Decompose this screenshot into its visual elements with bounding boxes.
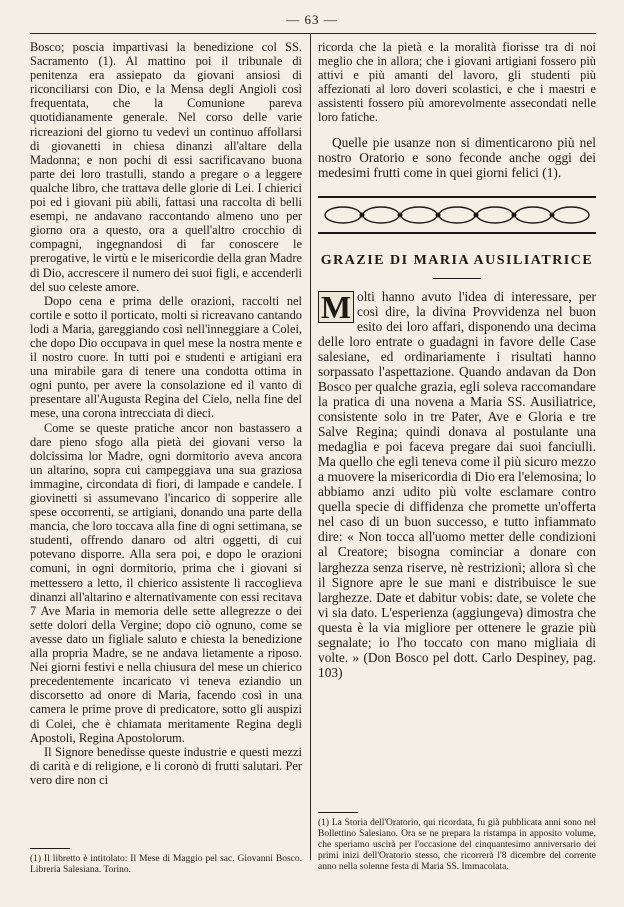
column-divider: [310, 34, 311, 860]
paragraph: Come se queste pratiche ancor non bastassero a dare pieno sfogo alla pietà dei giovani verso la dolcissima lor Madre, ogni dormitorio aveva ancora un altarino, sopra cui campeggiava una sua graziosa immagine, circondata di fiori, di lampade e candele. I giovinetti si assumevano l'incarico di sopperire alle spese occorrenti, se artigiani, donando una parte della mancia, che loro toccava alla fine di ogni settimana, se studenti, offrendo danaro od altri oggetti, di cui potevano disporre. Alla sera poi, e dopo le orazioni comuni, in ogni dormitorio, prima che i giovani si mettessero a letto, il chierico assistente li raccoglieva dinanzi all'altarino e alternativamente con essi recitava 7 Ave Maria in memoria delle sette allegrezze o dei sette dolori della Vergine; dopo ciò ognuno, come se avesse dato un figliale saluto e chiesta la benedizione alla propria Madre, se ne andava lietamente a riposo. Nei giorni festivi e nella chiusura del mese un chierico precedentemente incaricato vi teneva eziandio un discorsetto ad onore di Maria, facendo così in una camera le prime prove di predicatore, sotto gli auspizi di Colei, che è chiamata meritamente Regina degli Apostoli, Regina Apostolorum.: [30, 420, 302, 745]
page-number: — 63 —: [286, 12, 338, 27]
drop-cap: M: [318, 291, 354, 323]
ornament-pattern-icon: [321, 202, 593, 228]
paragraph: ricorda che la pietà e la moralità fiorisse tra di noi meglio che in allora; che i giovani artigiani fossero più attivi e più amanti del lavoro, gli studenti più affezionati al loro doveri scolastici, e che i maestri e assistenti fossero più amorevolmente assecondati nelle loro fatiche.: [318, 40, 596, 125]
footnote-rule: [30, 848, 70, 849]
footnote-rule: [318, 812, 358, 813]
article-body: olti hanno avuto l'idea di interessare, per così dire, la divina Provvidenza nel buon esito dei loro affari, disponendo una decima delle loro entrate o guadagni in favore delle Case salesiane, ed ordinariamente i risultati hanno sorpassato l'aspettazione. Quando andavan da Don Bosco per qualche grazia, egli soleva raccomandare la pratica di una novena a Maria SS. Ausiliatrice, consistente solo in tre Pater, Ave e Gloria e tre Salve Regina; quindi donava al postulante una medaglia e poi faceva pregare dai suoi fanciulli. Ma quello che egli teneva come il più sicuro mezzo a muovere la misericordia di Dio era l'elemosina; lo abbiamo anzi udito più volte esclamare contro quella specie di diffidenza che promette un'offerta nel caso di un buon successo, e tutto infiammato dire: « Non tocca all'uomo metter delle condizioni al Creatore; bisogna cominciar a donare con larghezza senza riserve, nè restrizioni; allora sì che il Signore apre le sue mani e distribuisce le sue larghezze. Date et dabitur vobis: date, se volete che vi sia dato. L'esperienza (aggiungeva) dimostra che questa è la via migliore per ottenere le grazie più segnalate; io l'ho toccato con mano migliaia di volte. » (Don Bosco pel dott. Carlo Despiney, pag. 103): [318, 288, 596, 680]
grazie-article: [318, 289, 596, 680]
right-column: [318, 40, 596, 680]
footnote-text: (1) Il libretto è intitolato: Il Mese di Maggio pel sac. Giovanni Bosco. Libreria Salesiana. Torino.: [30, 854, 302, 875]
paragraph: Bosco; poscia impartivasi la benedizione col SS. Sacramento (1). Al mattino poi il tribunale di penitenza era assiepato da giovani ansiosi di riconciliarsi con Dio, e la Mensa degli Angioli così frequentata, che la Comunione pareva quotidianamente generale. Nel corso delle varie ricreazioni del giorno tu vedevi un continuo affollarsi di giovanetti in chiesa dinanzi all'altare della Madonna; e non pochi di essi sacrificavano buona parte dei loro trastulli, stando a pregare o a leggere qualche libro, che trattava delle glorie di Lei. I chierici poi ed i giovani più abili, fattasi una raccolta di belli esempi, ne andavano raccontando almeno uno per giorno ora a questo, ora a quell'altro crocchio di compagni, ingegnandosi di far conoscere le prerogative, le virtù e le misericordie della gran Madre di Dio, accrescere il numero dei suoi figli, e accenderli del suo celeste amore.: [30, 40, 302, 294]
footnote-left: [30, 848, 302, 876]
title-rule: [433, 278, 481, 279]
ornament-band: [318, 196, 596, 234]
section-title: GRAZIE DI MARIA AUSILIATRICE: [320, 252, 594, 268]
footnote-right: [318, 812, 596, 873]
left-column: [30, 40, 302, 787]
paragraph: Il Signore benedisse queste industrie e questi mezzi di carità e di religione, e li coronò di frutti salutari. Per vero dire non ci: [30, 744, 302, 787]
header-rule: [30, 33, 596, 34]
paragraph: Dopo cena e prima delle orazioni, raccolti nel cortile e sotto il porticato, molti si ricreavano cantando lodi a Maria, gareggiando così nell'inneggiare a Colei, che dopo Dio occupava in quel mese la nostra mente e il nostro cuore. In tutti poi e studenti e artigiani era una mirabile gara di tenere una condotta ottima in ogni punto, per avere la consolazione ed il vanto di presentare all'Augusta Regina del Cielo, nella fine del mese, una corona intrecciata di dieci.: [30, 293, 302, 421]
footnote-text: (1) La Storia dell'Oratorio, qui ricordata, fu già pubblicata anni sono nel Bollettino Salesiano. Ora se ne prepara la ristampa in apposito volume, che speriamo uscirà per l'occasione del cinquantesimo anniversario dei primi inizi dell'Oratorio stesso, che ricorrerà l'8 dicembre del corrente anno nella solenne festa di Maria SS. Immacolata.: [318, 818, 596, 872]
closing-paragraph: Quelle pie usanze non si dimenticarono più nel nostro Oratorio e sono feconde anche oggi dei medesimi frutti come in quei giorni felici (1).: [318, 134, 596, 180]
